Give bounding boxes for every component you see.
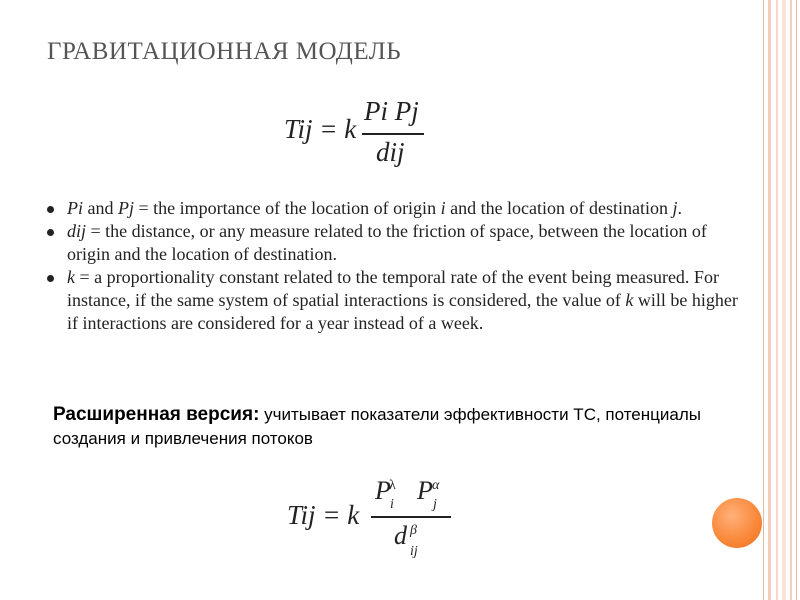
orange-circle-decoration (712, 498, 762, 548)
fraction-bar (371, 516, 451, 518)
formula-lhs: Tij = k (284, 114, 357, 144)
fraction-bar (362, 133, 424, 135)
extended-label: Расширенная версия: (53, 404, 260, 425)
formula-denominator: dij (376, 137, 405, 167)
formula-lhs: Tij = k (287, 500, 360, 530)
list-item: dij = the distance, or any measure related to the friction of space, between the location of origin and the location of destination. (44, 220, 744, 266)
extended-version-text (53, 403, 733, 451)
formula-numerator: Pi Pj (364, 96, 419, 126)
formula-subscript: ij (410, 544, 418, 559)
decor-stripe (763, 0, 764, 600)
decor-stripe (790, 0, 792, 600)
formula-extended (287, 474, 477, 569)
definition-list (44, 197, 744, 335)
formula-superscript: α (432, 478, 440, 493)
formula-term: P (375, 476, 391, 505)
formula-subscript: j (433, 497, 437, 512)
decor-stripe (782, 0, 786, 600)
decor-stripe (796, 0, 797, 600)
formula-term: P (417, 476, 433, 505)
formula-superscript: β (410, 523, 417, 538)
decor-stripe (776, 0, 778, 600)
formula-term: d (394, 521, 407, 550)
list-item: k = a proportionality constant related to the temporal rate of the event being measured. For instance, if the same system of spatial interactions is considered, the value of k will be higher if interactions are considered for a year instead of a week. (44, 266, 744, 335)
extended-description: учитывает показатели эффективности ТС, потенциалы создания и привлечения потоков (53, 405, 701, 448)
formula-superscript: λ (389, 478, 396, 493)
decor-stripe (768, 0, 771, 600)
slide-title: ГРАВИТАЦИОННАЯ МОДЕЛЬ (47, 38, 402, 65)
formula-basic (284, 96, 434, 176)
list-item: Pi and Pj = the importance of the location of origin i and the location of destination j. (44, 197, 744, 220)
formula-subscript: i (390, 497, 394, 512)
